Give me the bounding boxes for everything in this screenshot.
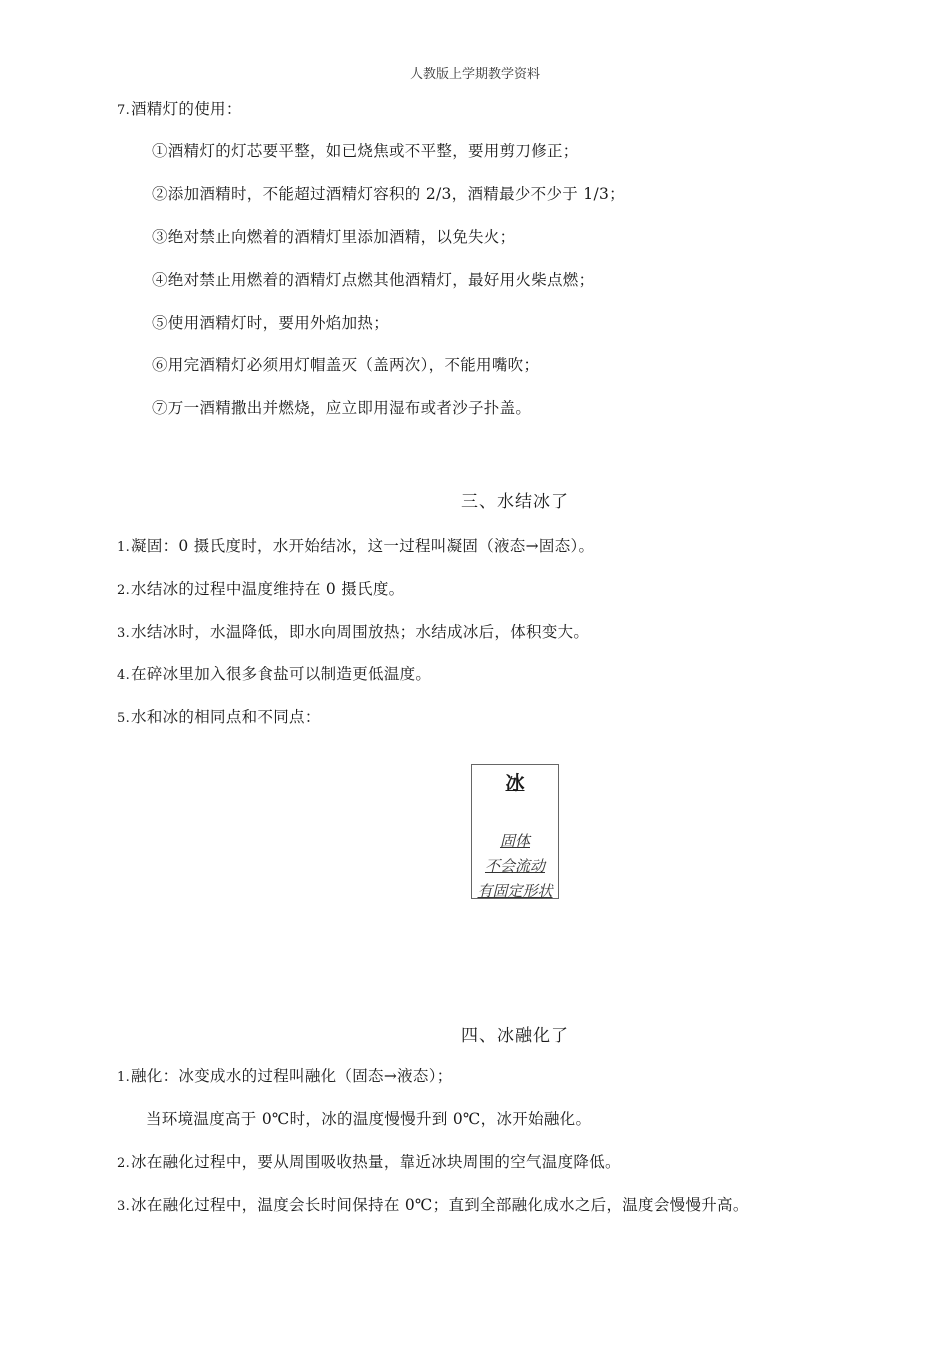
page-header: 人教版上学期教学资料 <box>409 67 540 82</box>
list-item-heading <box>117 97 242 119</box>
list-item: ⑥用完酒精灯必须用灯帽盖灭（盖两次），不能用嘴吹； <box>152 356 540 374</box>
item-number: 2. <box>117 583 131 598</box>
ice-box-title: 冰 <box>505 772 525 794</box>
ice-property: 固体 <box>499 832 530 850</box>
list-item <box>117 705 321 727</box>
list-item <box>117 620 589 642</box>
item-text: 酒精灯的使用： <box>131 100 242 118</box>
list-item <box>117 534 594 556</box>
item-number: 1. <box>117 540 131 555</box>
list-item <box>117 577 404 599</box>
list-item: ⑦万一酒精撒出并燃烧，应立即用湿布或者沙子扑盖。 <box>152 399 532 417</box>
item-text: 当环境温度高于 0℃时，冰的温度慢慢升到 0℃，冰开始融化。 <box>146 1110 592 1128</box>
list-item <box>117 1150 621 1172</box>
item-text: 冰在融化过程中，温度会长时间保持在 0℃；直到全部融化成水之后，温度会慢慢升高。 <box>131 1196 749 1214</box>
item-text: 水和冰的相同点和不同点： <box>131 708 321 726</box>
item-number: 2. <box>117 1156 131 1171</box>
ice-property: 不会流动 <box>484 857 545 875</box>
list-item: ④绝对禁止用燃着的酒精灯点燃其他酒精灯，最好用火柴点燃； <box>152 271 595 289</box>
ice-property: 有固定形状 <box>477 882 553 900</box>
list-item <box>117 662 431 684</box>
item-text: 融化：冰变成水的过程叫融化（固态→液态）； <box>131 1067 453 1085</box>
item-number: 1. <box>117 1070 131 1085</box>
item-number: 4. <box>117 668 131 683</box>
item-text: 凝固：0 摄氏度时，水开始结冰，这一过程叫凝固（液态→固态）。 <box>131 537 595 555</box>
item-text: 冰在融化过程中，要从周围吸收热量，靠近冰块周围的空气温度降低。 <box>131 1153 621 1171</box>
item-text: 水结冰时，水温降低，即水向周围放热；水结成冰后，体积变大。 <box>131 623 590 641</box>
item-number: 5. <box>117 711 131 726</box>
list-item: ③绝对禁止向燃着的酒精灯里添加酒精，以免失火； <box>152 228 516 246</box>
section-title: 三、水结冰了 <box>461 492 569 512</box>
item-text: 水结冰的过程中温度维持在 0 摄氏度。 <box>131 580 405 598</box>
item-number: 7. <box>117 103 131 118</box>
item-number: 3. <box>117 626 131 641</box>
list-item: ①酒精灯的灯芯要平整，如已烧焦或不平整，要用剪刀修正； <box>152 142 579 160</box>
item-text: 在碎冰里加入很多食盐可以制造更低温度。 <box>131 665 432 683</box>
list-item <box>117 1064 453 1086</box>
ice-properties-box <box>471 764 559 899</box>
section-title: 四、冰融化了 <box>461 1026 569 1046</box>
list-item: ⑤使用酒精灯时，要用外焰加热； <box>152 314 390 332</box>
list-item <box>146 1107 591 1129</box>
item-number: 3. <box>117 1199 131 1214</box>
list-item: ②添加酒精时，不能超过酒精灯容积的 2/3，酒精最少不少于 1/3； <box>152 185 625 203</box>
list-item <box>117 1193 749 1215</box>
